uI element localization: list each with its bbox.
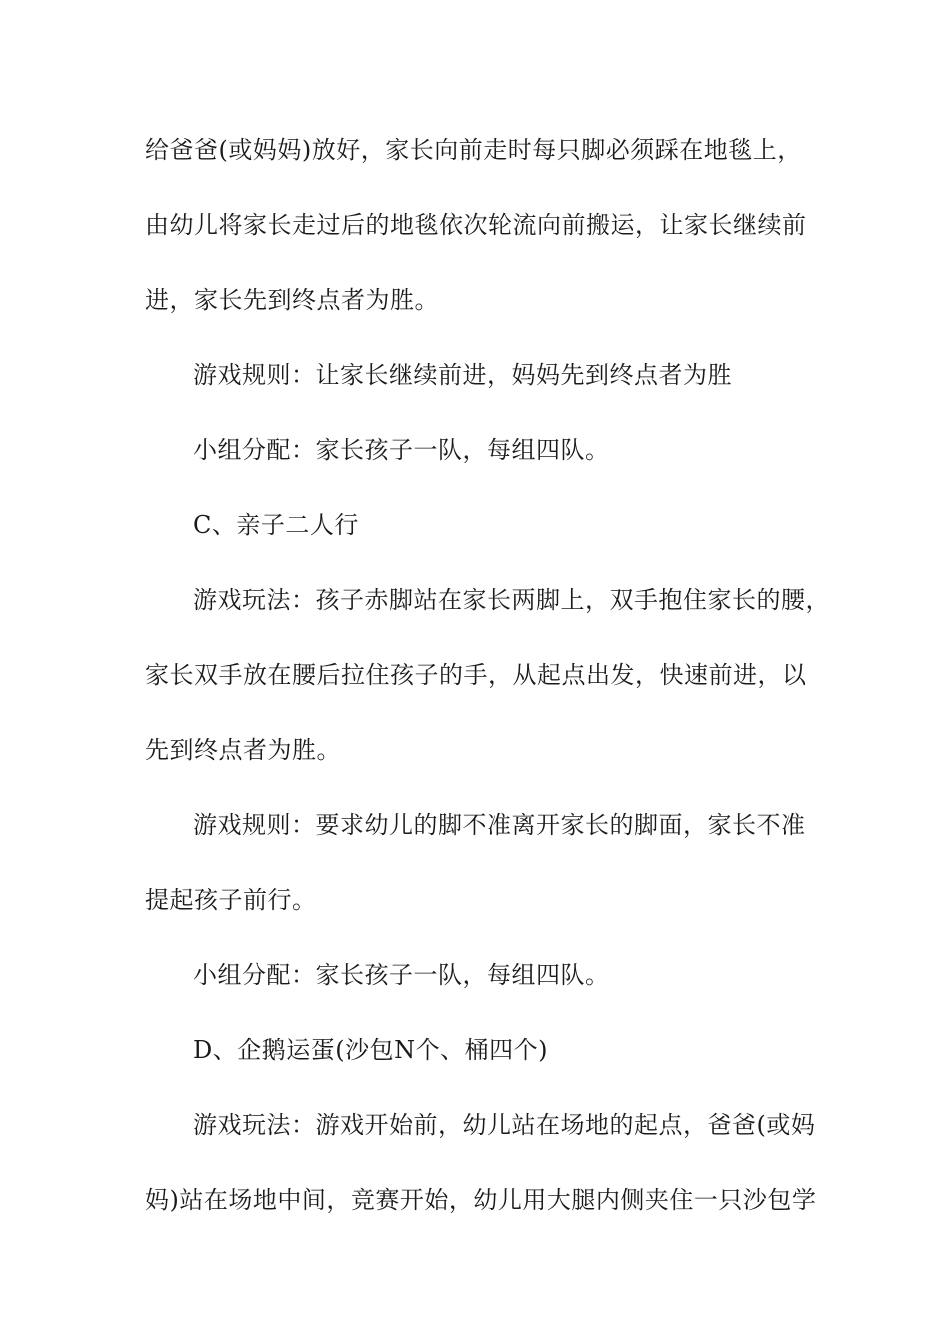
paragraph-line: 游戏玩法：游戏开始前，幼儿站在场地的起点，爸爸(或妈 [193, 1111, 816, 1139]
paragraph-line: 家长双手放在腰后拉住孩子的手，从起点出发，快速前进，以 [145, 661, 807, 689]
rule-line: 游戏规则：让家长继续前进，妈妈先到终点者为胜 [193, 361, 732, 389]
paragraph-line: 先到终点者为胜。 [145, 736, 341, 764]
section-heading: C、亲子二人行 [193, 511, 359, 539]
paragraph-line: 妈)站在场地中间，竞赛开始，幼儿用大腿内侧夹住一只沙包学 [145, 1186, 817, 1214]
paragraph-line: 给爸爸(或妈妈)放好，家长向前走时每只脚必须踩在地毯上， [145, 136, 802, 164]
group-line: 小组分配：家长孩子一队，每组四队。 [193, 436, 610, 464]
paragraph-line: 游戏玩法：孩子赤脚站在家长两脚上，双手抱住家长的腰， [193, 586, 830, 614]
group-line: 小组分配：家长孩子一队，每组四队。 [193, 961, 610, 989]
rule-line: 游戏规则：要求幼儿的脚不准离开家长的脚面，家长不准 [193, 811, 806, 839]
section-heading: D、企鹅运蛋(沙包N个、桶四个) [193, 1036, 548, 1064]
paragraph-line: 进，家长先到终点者为胜。 [145, 286, 439, 314]
paragraph-line: 由幼儿将家长走过后的地毯依次轮流向前搬运，让家长继续前 [145, 211, 807, 239]
paragraph-line: 提起孩子前行。 [145, 886, 317, 914]
